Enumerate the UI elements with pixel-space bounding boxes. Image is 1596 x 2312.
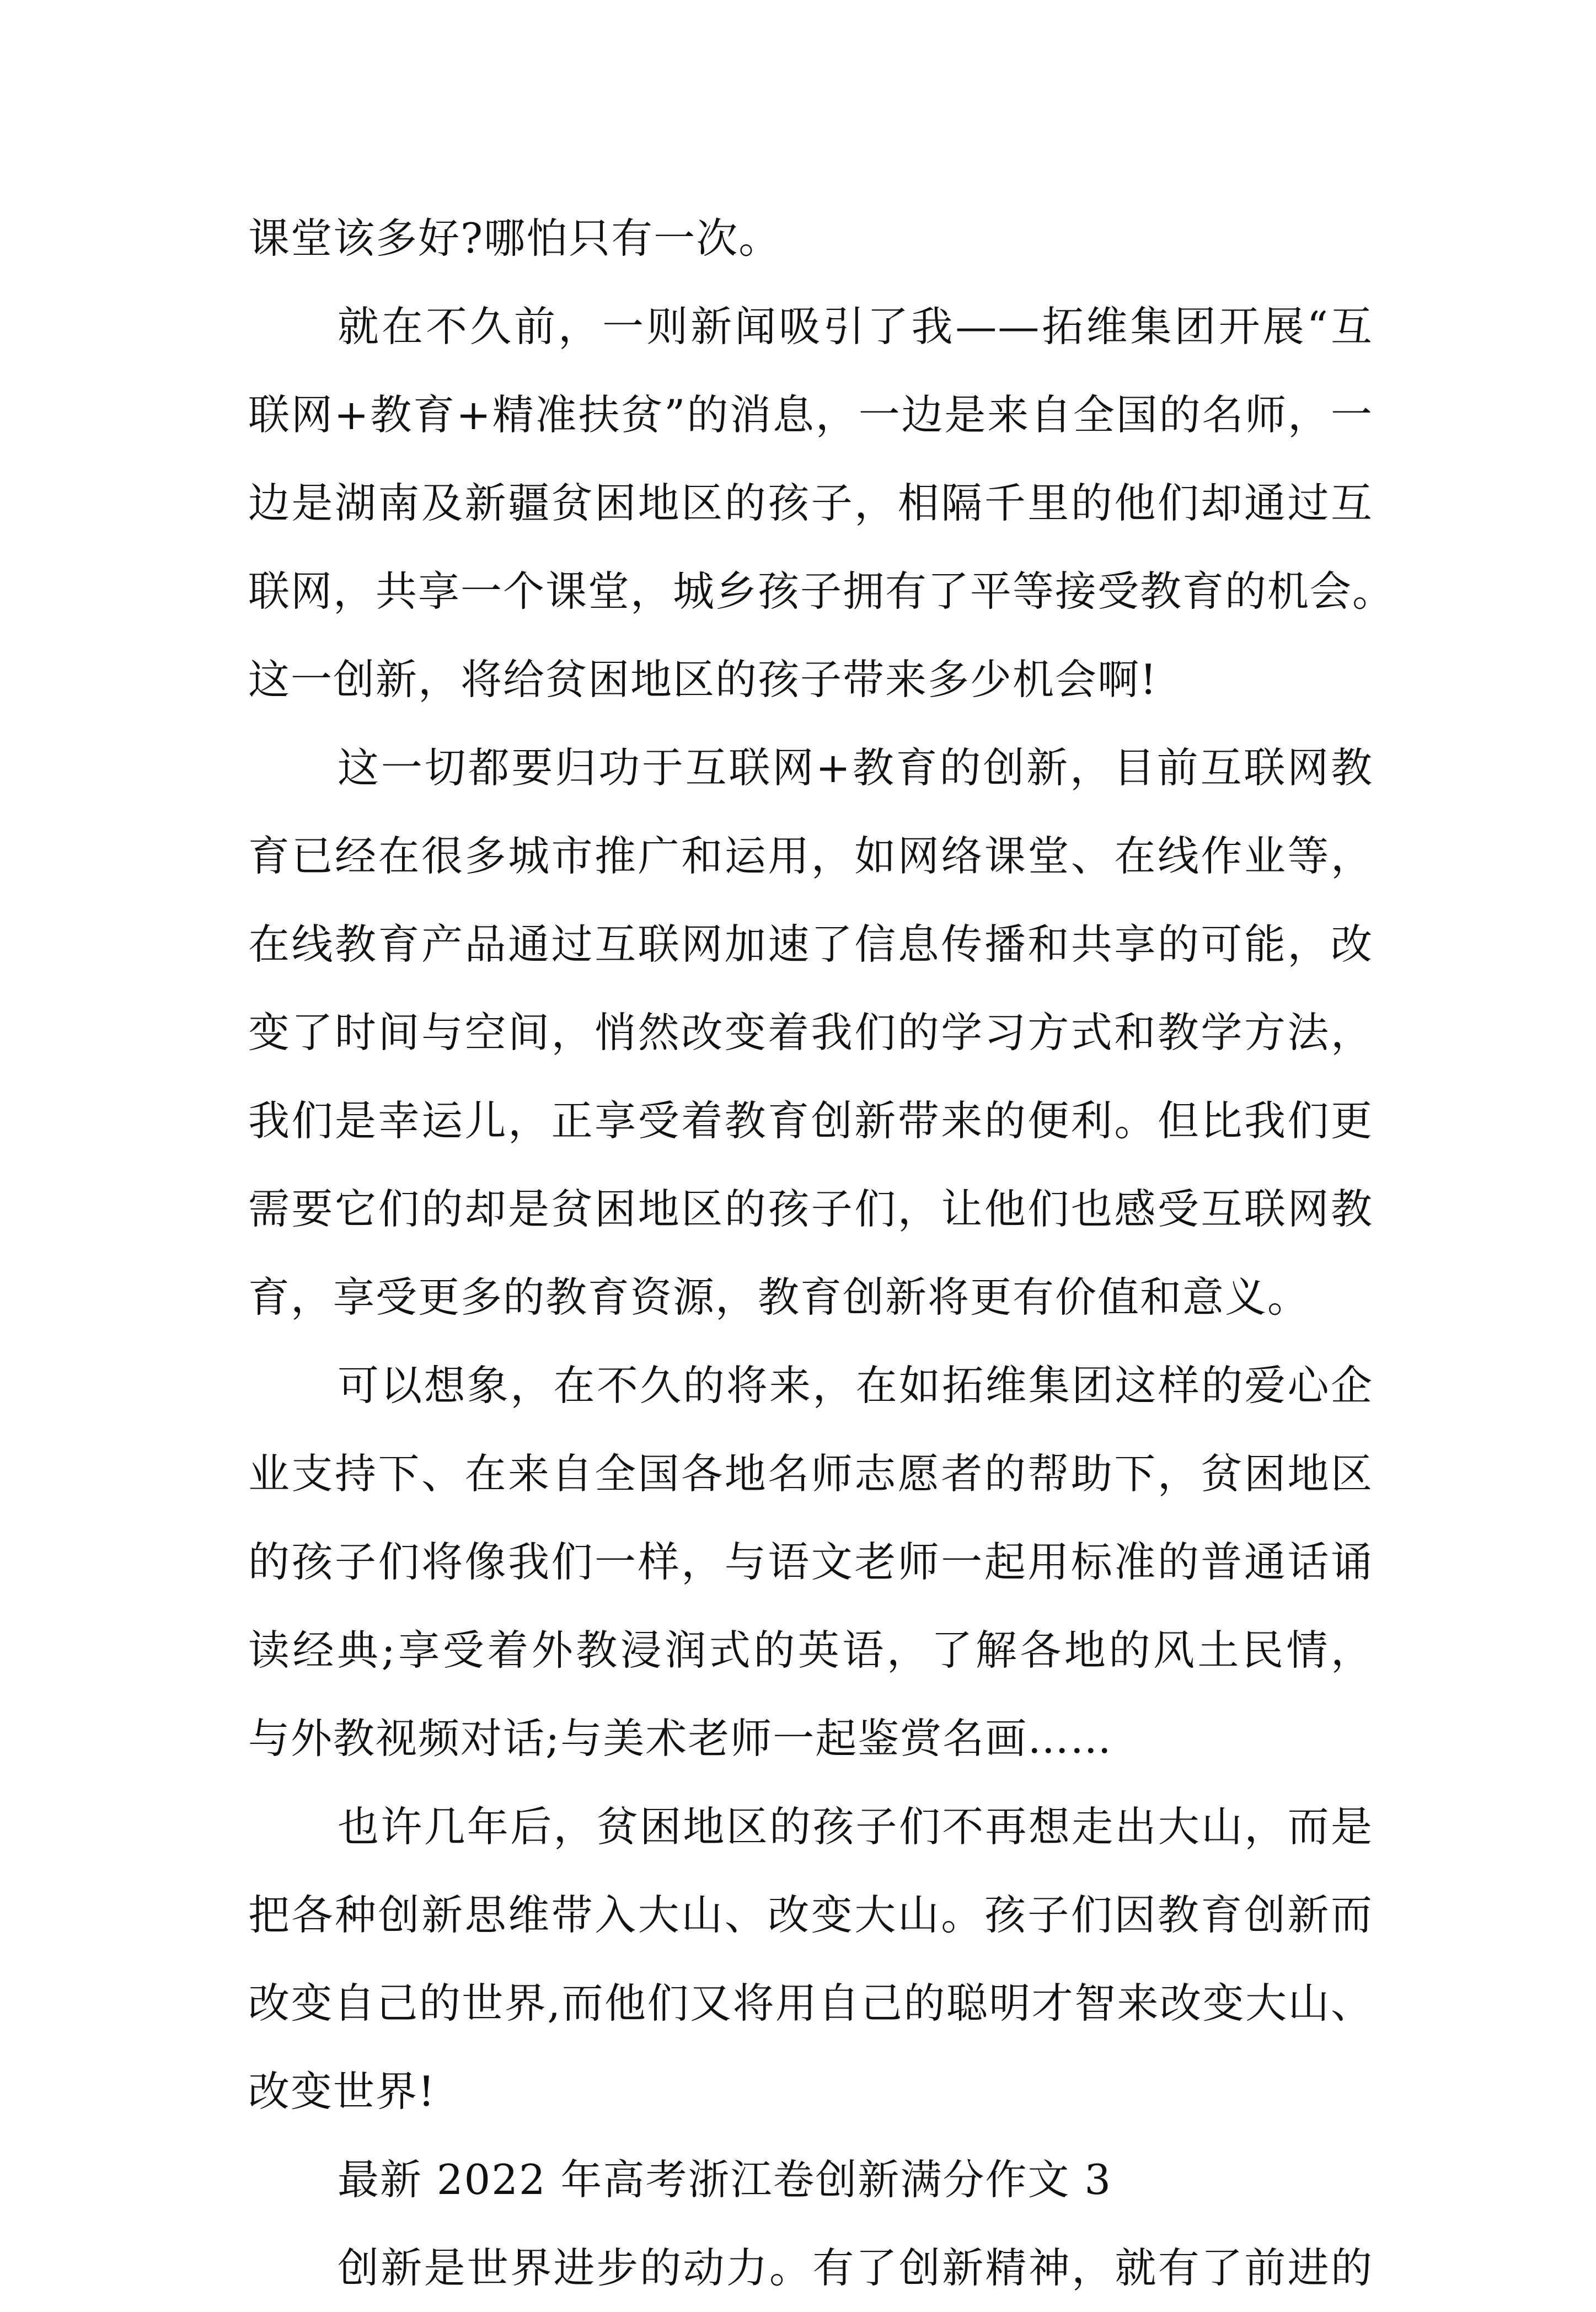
text-line: 这一创新，将给贫困地区的孩子带来多少机会啊! [248, 655, 1158, 704]
section-heading: 最新 2022 年高考浙江卷创新满分作文 3 [338, 2155, 1112, 2204]
text-line: 育已经在很多城市推广和运用，如网络课堂、在线作业等， [248, 832, 1373, 880]
essay-body [248, 194, 1395, 2312]
text-line: 把各种创新思维带入大山、改变大山。孩子们因教育创新而 [248, 1891, 1373, 1939]
text-line: 业支持下、在来自全国各地名师志愿者的帮助下，贫困地区 [248, 1449, 1373, 1498]
text-line: 的孩子们将像我们一样，与语文老师一起用标准的普通话诵 [248, 1538, 1373, 1586]
text-line: 在线教育产品通过互联网加速了信息传播和共享的可能，改 [248, 920, 1373, 968]
text-line: 联网，共享一个课堂，城乡孩子拥有了平等接受教育的机会。 [248, 567, 1395, 616]
text-line: 联网+教育+精准扶贫”的消息，一边是来自全国的名师，一 [248, 390, 1373, 439]
text-line: 课堂该多好?哪怕只有一次。 [248, 214, 781, 263]
text-line: 改变自己的世界,而他们又将用自己的聪明才智来改变大山、 [248, 1979, 1373, 2027]
text-line: 读经典;享受着外教浸润式的英语，了解各地的风土民情， [248, 1626, 1373, 1674]
text-line: 需要它们的却是贫困地区的孩子们，让他们也感受互联网教 [248, 1185, 1373, 1233]
text-line: 我们是幸运儿，正享受着教育创新带来的便利。但比我们更 [248, 1096, 1373, 1145]
text-line: 创新是世界进步的动力。有了创新精神，就有了前进的 [338, 2244, 1373, 2292]
text-line: 可以想象，在不久的将来，在如拓维集团这样的爱心企 [338, 1361, 1373, 1410]
text-line: 就在不久前，一则新闻吸引了我——拓维集团开展“互 [338, 302, 1373, 351]
text-line: 边是湖南及新疆贫困地区的孩子，相隔千里的他们却通过互 [248, 479, 1373, 527]
text-line: 与外教视频对话;与美术老师一起鉴赏名画…… [248, 1714, 1113, 1763]
text-line: 也许几年后，贫困地区的孩子们不再想走出大山，而是 [338, 1802, 1373, 1851]
text-line: 改变世界! [248, 2067, 436, 2116]
text-line: 这一切都要归功于互联网+教育的创新，目前互联网教 [338, 743, 1373, 792]
text-line: 变了时间与空间，悄然改变着我们的学习方式和教学方法， [248, 1008, 1373, 1057]
text-line: 育，享受更多的教育资源，教育创新将更有价值和意义。 [248, 1273, 1310, 1321]
